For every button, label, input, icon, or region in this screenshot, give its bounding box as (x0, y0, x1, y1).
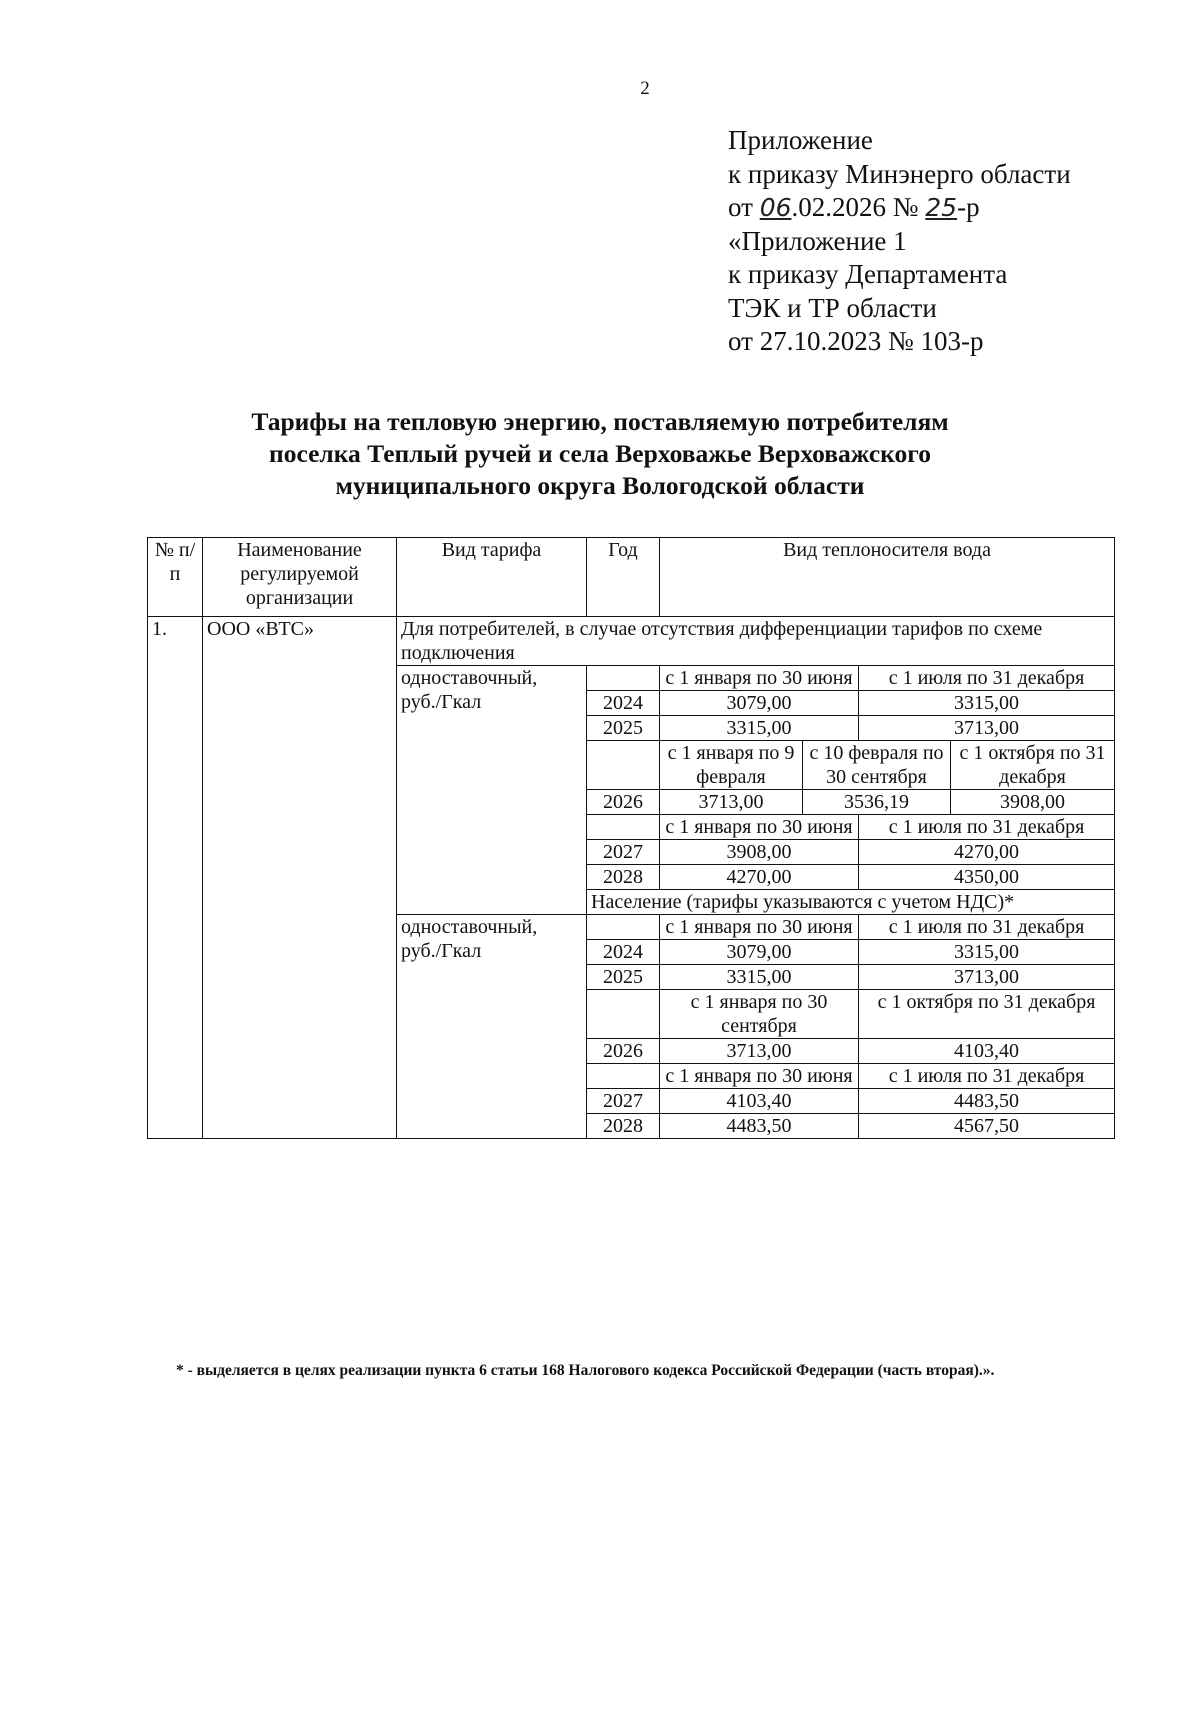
value-cell: 3315,00 (859, 940, 1115, 965)
appendix-line-7: от 27.10.2023 № 103-р (728, 326, 984, 356)
appendix-line-6: ТЭК и ТР области (728, 292, 937, 323)
year-cell: 2026 (587, 790, 660, 815)
value-cell: 4483,50 (660, 1114, 859, 1139)
section-1-tariff-type: одноставочный, руб./Гкал (397, 666, 587, 915)
empty-year-cell (587, 741, 660, 790)
row-number: 1. (148, 617, 203, 1139)
title-line-1: Тарифы на тепловую энергию, поставляемую потребителям (251, 407, 949, 436)
s1-period-b-second: с 10 февраля по 30 сентября (803, 741, 951, 790)
appendix-line-3 (728, 191, 1071, 225)
s1-period-a-first: с 1 января по 30 июня (660, 666, 859, 691)
empty-year-cell (587, 1064, 660, 1089)
year-cell: 2024 (587, 691, 660, 716)
header-org: Наименование регулируемой организации (203, 538, 397, 617)
year-cell: 2024 (587, 940, 660, 965)
value-cell: 4350,00 (859, 865, 1115, 890)
section-2-caption: Население (тарифы указываются с учетом НДС)* (587, 890, 1115, 915)
s2-period-c-first: с 1 января по 30 июня (660, 1064, 859, 1089)
appendix-line-3-mid: .02.2026 № (791, 192, 926, 222)
value-cell: 3908,00 (660, 840, 859, 865)
title-line-2: поселка Теплый ручей и села Верховажье Верховажского (269, 439, 931, 468)
value-cell: 3315,00 (660, 965, 859, 990)
value-cell: 4483,50 (859, 1089, 1115, 1114)
header-year: Год (587, 538, 660, 617)
table-header-row (148, 538, 1115, 617)
title-line-3: муниципального округа Вологодской области (335, 471, 865, 500)
value-cell: 3713,00 (859, 716, 1115, 741)
section-1-caption: Для потребителей, в случае отсутствия дифференциации тарифов по схеме подключения (397, 617, 1115, 666)
empty-year-cell (587, 915, 660, 940)
value-cell: 4567,50 (859, 1114, 1115, 1139)
header-type: Вид тарифа (397, 538, 587, 617)
header-num: № п/п (148, 538, 203, 617)
appendix-line-4: «Приложение 1 (728, 225, 907, 256)
appendix-line-3-suffix: -р (957, 192, 980, 222)
year-cell: 2027 (587, 1089, 660, 1114)
value-cell: 3713,00 (859, 965, 1115, 990)
value-cell: 3713,00 (660, 790, 803, 815)
footnote: * - выделяется в целях реализации пункта 6 статьи 168 Налогового кодекса Российской Федерации (часть вторая).». (176, 1362, 995, 1379)
value-cell: 4270,00 (660, 865, 859, 890)
section-2-tariff-type: одноставочный, руб./Гкал (397, 915, 587, 1139)
s2-period-b-first: с 1 января по 30 сентября (660, 990, 859, 1039)
value-cell: 3079,00 (660, 940, 859, 965)
value-cell: 3315,00 (660, 716, 859, 741)
s1-period-c-first: с 1 января по 30 июня (660, 815, 859, 840)
value-cell: 3713,00 (660, 1039, 859, 1064)
value-cell: 4103,40 (660, 1089, 859, 1114)
tariff-table (147, 537, 1115, 1139)
appendix-line-1: Приложение (728, 125, 873, 155)
page-number: 2 (640, 78, 650, 99)
value-cell: 3315,00 (859, 691, 1115, 716)
year-cell: 2025 (587, 965, 660, 990)
empty-year-cell (587, 990, 660, 1039)
year-cell: 2028 (587, 1114, 660, 1139)
s1-period-b-first: с 1 января по 9 февраля (660, 741, 803, 790)
s1-period-b-third: с 1 октября по 31 декабря (951, 741, 1115, 790)
s2-period-a-second: с 1 июля по 31 декабря (859, 915, 1115, 940)
s2-period-b-second: с 1 октября по 31 декабря (859, 990, 1115, 1039)
s1-period-a-second: с 1 июля по 31 декабря (859, 666, 1115, 691)
appendix-block (728, 124, 1071, 359)
org-name: ООО «ВТС» (203, 617, 397, 1139)
appendix-line-2: к приказу Минэнерго области (728, 158, 1071, 189)
empty-year-cell (587, 815, 660, 840)
year-cell: 2026 (587, 1039, 660, 1064)
handwritten-order-number: 25 (925, 193, 958, 222)
value-cell: 3536,19 (803, 790, 951, 815)
empty-year-cell (587, 666, 660, 691)
year-cell: 2028 (587, 865, 660, 890)
value-cell: 3079,00 (660, 691, 859, 716)
year-cell: 2027 (587, 840, 660, 865)
s2-period-c-second: с 1 июля по 31 декабря (859, 1064, 1115, 1089)
s2-period-a-first: с 1 января по 30 июня (660, 915, 859, 940)
header-carrier: Вид теплоносителя вода (660, 538, 1115, 617)
document-title (150, 406, 1050, 502)
value-cell: 3908,00 (951, 790, 1115, 815)
s1-period-c-second: с 1 июля по 31 декабря (859, 815, 1115, 840)
appendix-line-5: к приказу Департамента (728, 259, 1008, 289)
year-cell: 2025 (587, 716, 660, 741)
value-cell: 4270,00 (859, 840, 1115, 865)
appendix-line-3-prefix: от (728, 192, 760, 222)
table-row (148, 617, 1115, 666)
value-cell: 4103,40 (859, 1039, 1115, 1064)
handwritten-day: 06 (759, 193, 792, 222)
